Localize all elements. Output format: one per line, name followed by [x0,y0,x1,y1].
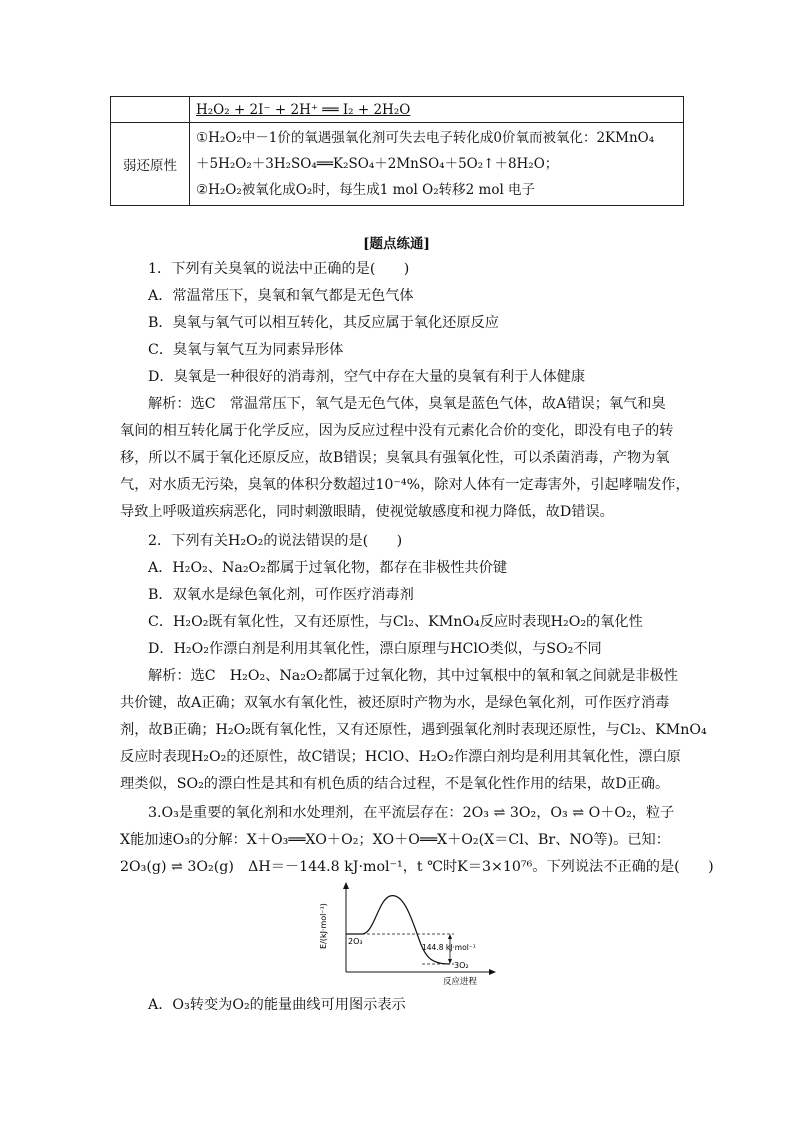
analysis-line: 移，所以不属于氧化还原反应，故B错误；臭氧具有强氧化性，可以杀菌消毒，产物为氧 [120,450,670,466]
table-cell-description [190,123,684,206]
option-d: D．臭氧是一种很好的消毒剂，空气中存在大量的臭氧有利于人体健康 [148,369,586,385]
option-b: B．双氧水是绿色氧化剂，可作医疗消毒剂 [148,587,414,603]
option-c: C．臭氧与氧气互为同素异形体 [148,342,344,358]
description-line: ②H₂O₂被氧化成O₂时，每生成1 mol O₂转移2 mol 电子 [196,182,536,198]
energy-diagram [318,880,498,990]
section-title: [题点练通] [363,236,430,252]
analysis-line: 气，对水质无污染，臭氧的体积分数超过10⁻⁴%，除对人体有一定毒害外，引起哮喘发作， [120,477,690,493]
option-a: A．H₂O₂、Na₂O₂都属于过氧化物，都存在非极性共价键 [148,560,508,576]
analysis-line: 导致上呼吸道疾病恶化，同时刺激眼睛，使视觉敏感度和视力降低，故D错误。 [120,504,614,520]
question-stem-line: X能加速O₃的分解：X＋O₃══XO＋O₂；XO＋O══X＋O₂(X＝Cl、Br、NO等)。已知： [120,832,670,848]
option-c: C．H₂O₂既有氧化性，又有还原性，与Cl₂、KMnO₄反应时表现H₂O₂的氧化性 [148,614,643,630]
analysis-line: 理类似，SO₂的漂白性是其和有机色质的结合过程，不是氧化性作用的结果，故D正确。 [120,776,670,792]
analysis-line: 解析：选C H₂O₂、Na₂O₂都属于过氧化物，其中过氧根中的氧和氧之间就是非极性 [148,668,678,684]
x-axis-label: 反应进程 [442,977,478,987]
x-axis-arrow [489,969,496,975]
option-d: D．H₂O₂作漂白剂是利用其氧化性，漂白原理与HClO类似，与SO₂不同 [148,641,602,657]
analysis-line: 剂，故B正确；H₂O₂既有氧化性，又有还原性，遇到强氧化剂时表现还原性，与Cl₂、KMnO₄ [120,722,707,738]
delta-label: 144.8 kJ·mol⁻¹ [422,943,476,952]
table-row [111,97,684,123]
y-axis-label: E/(kJ·mol⁻¹) [319,903,328,949]
reaction-formula: H₂O₂ + 2I⁻ + 2H⁺ ══ I₂ + 2H₂O [196,101,411,118]
option-b: B．臭氧与氧气可以相互转化，其反应属于氧化还原反应 [148,315,499,331]
end-label: 3O₂ [454,961,469,970]
option-a: A．O₃转变为O₂的能量曲线可用图示表示 [148,997,406,1013]
energy-curve [346,896,450,964]
delta-arrow-head [448,934,452,939]
question-stem-line: 2O₃(g) ⇌ 3O₂(g) ΔH＝－144.8 kJ·mol⁻¹，t ℃时K＝3×10⁷⁶。下列说法不正确的是( ) [120,859,714,875]
table-row [111,123,684,206]
question-stem: 3.O₃是重要的氧化剂和水处理剂，在平流层存在：2O₃ ⇌ 3O₂，O₃ ⇌ O＋O₂，粒子 [148,805,675,821]
description-line: ①H₂O₂中－1价的氧遇强氧化剂可失去电子转化成0价氧而被氧化：2KMnO₄ [196,130,655,146]
property-table [110,96,684,206]
table-cell-formula [190,97,684,123]
analysis-line: 解析：选C 常温常压下，氧气是无色气体，臭氧是蓝色气体，故A错误；氧气和臭 [148,396,666,412]
analysis-line: 氧间的相互转化属于化学反应，因为反应过程中没有元素化合价的变化，即没有电子的转 [120,423,674,439]
start-label: 2O₃ [348,937,363,946]
question-stem: 2．下列有关H₂O₂的说法错误的是( ) [148,533,403,549]
table-row-label: 弱还原性 [111,123,190,206]
analysis-line: 共价键，故A正确；双氧水有氧化性，被还原时产物为水，是绿色氧化剂，可作医疗消毒 [120,695,670,711]
option-a: A．常温常压下，臭氧和氧气都是无色气体 [148,288,414,304]
delta-arrow-head [448,959,452,964]
description-line: ＋5H₂O₂＋3H₂SO₄══K₂SO₄＋2MnSO₄＋5O₂↑＋8H₂O； [196,156,559,172]
table-cell-empty [111,97,190,123]
analysis-line: 反应时表现H₂O₂的还原性，故C错误；HClO、H₂O₂作漂白剂均是利用其氧化性，漂白原 [120,749,681,765]
y-axis-arrow [343,882,349,889]
question-stem: 1．下列有关臭氧的说法中正确的是( ) [148,261,410,277]
